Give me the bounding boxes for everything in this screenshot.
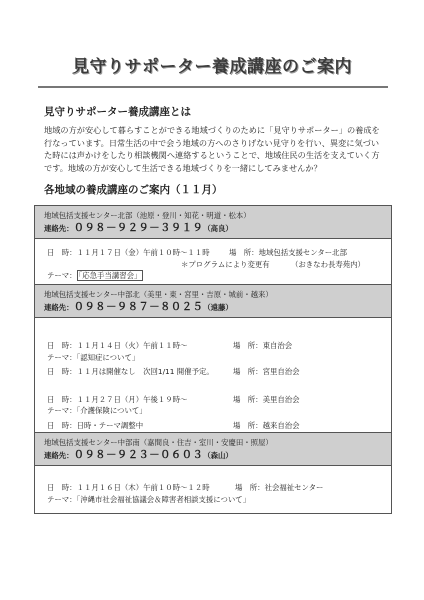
center-contact <box>44 301 383 314</box>
contact-person: （森山） <box>203 451 233 460</box>
center-header <box>35 285 391 318</box>
session-theme: テーマ：「介護保険について」 <box>47 406 147 415</box>
session-place-note: （おきなわ長寿苑内） <box>291 259 365 269</box>
center-panel-central-north <box>34 284 392 442</box>
about-line: 行なっています。日常生活の中で会う地域の方へのさりげない見守りを行い、異変に気づい <box>44 137 380 148</box>
center-panel-central-south <box>34 432 392 514</box>
theme-value: 「応急手当講習会」 <box>78 271 142 280</box>
center-name: 地域包括支援センター中部北（美里・東・宮里・吉原・城前・越来） <box>44 290 273 299</box>
center-contact <box>44 449 383 462</box>
session-theme: テーマ：「認知症について」 <box>47 352 140 362</box>
center-header <box>35 206 391 239</box>
session-place: 場 所：社会福祉センター <box>235 483 324 492</box>
about-text <box>44 124 394 174</box>
center-name: 地域包括支援センター北部（池原・登川・知花・明道・松本） <box>44 211 251 220</box>
contact-label: 連絡先： <box>44 451 74 460</box>
title-divider <box>38 86 388 88</box>
center-contact <box>44 222 383 235</box>
center-sessions <box>35 466 391 513</box>
contact-label: 連絡先： <box>44 224 74 233</box>
session-date: 日 時：日時・テーマ調整中 <box>47 420 144 430</box>
center-panel-north <box>34 205 392 286</box>
session-date: 日 時：１１月２７日（月）午後１９時～ <box>47 394 188 404</box>
about-line: 地域の方が安心して暮らすことができる地域づくりのために「見守りサポーター」の養成を <box>44 125 380 135</box>
center-name: 地域包括支援センター中部南（嘉間良・住吉・室川・安慶田・照屋） <box>44 438 273 447</box>
contact-label: 連絡先： <box>44 303 74 312</box>
session-place: 場 所：宮里自治会 <box>233 367 300 376</box>
contact-person: （遠藤） <box>203 303 233 312</box>
contact-tel: ０９８－９８７－８０２５ <box>73 301 204 313</box>
session-date: 日 時：１１月１４日（火）午前１１時～ <box>47 341 188 350</box>
session-place: 場 所：地域包括支援センター北部 <box>229 248 347 257</box>
session-note: ＊プログラムにより変更有 <box>181 259 270 269</box>
center-header <box>35 433 391 466</box>
about-line: た時には声かけをしたり相談機関へ連絡するということで、地域住民の生活を支えていく方 <box>44 150 380 161</box>
session-place: 場 所：美里自治会 <box>233 394 300 404</box>
center-sessions <box>35 239 391 285</box>
center-sessions <box>35 318 391 441</box>
contact-tel: ０９８－９２３－０６０３ <box>73 449 204 461</box>
contact-tel: ０９８－９２９－３９１９ <box>73 222 204 234</box>
session-theme: テーマ：「沖縄市社会福祉協議会＆障害者相談支援について」 <box>47 494 251 504</box>
session-place: 場 所：越来自治会 <box>233 420 300 430</box>
about-heading: 見守りサポーター養成講座とは <box>44 106 191 118</box>
session-date: 日 時：１１月は開催なし 次回1/11 開催予定。 <box>47 367 214 376</box>
contact-person: （高良） <box>203 224 233 233</box>
about-line: です。地域の方が安心して生活できる地域づくりを一緒にしてみませんか？ <box>44 162 322 173</box>
document-title: 見守りサポーター養成講座のご案内 <box>72 57 352 77</box>
session-place: 場 所：東自治会 <box>233 341 293 350</box>
session-theme <box>47 270 143 282</box>
theme-label: テーマ： <box>47 271 77 280</box>
schedule-heading: 各地域の養成講座のご案内（１１月） <box>44 184 223 196</box>
session-date: 日 時：１１月１７日（金）午前１０時～１１時 <box>47 248 210 257</box>
session-date: 日 時：１１月１６日（木）午前１０時～１２時 <box>47 483 210 492</box>
